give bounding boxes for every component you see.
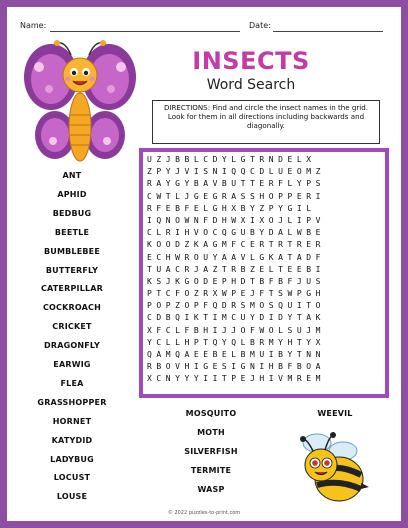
date-label: Date: <box>249 21 271 30</box>
grid-row: RBOVHIGESIGNIHBFBOA <box>147 362 325 372</box>
grid-row: UZJBBLCDYLGTRNDELX <box>147 155 316 164</box>
word-list-item: CRICKET <box>52 322 92 332</box>
word-list-item: BUTTERFLY <box>45 265 99 275</box>
word-list-item: CATERPILLAR <box>40 284 104 294</box>
word-list-item: COCKROACH <box>42 303 102 313</box>
grid-row: RFEBFELGHXBYZPYGIL <box>147 203 316 213</box>
word-list-item: ANT <box>62 171 82 180</box>
word-list-item: MOTH <box>197 427 225 437</box>
grid-row: CWTLJGEGRASSHOPPERI <box>147 191 325 201</box>
word-list-item: FLEA <box>60 378 84 388</box>
word-list-item: APHID <box>57 189 87 199</box>
grid-row: TUACRJAZTRBZELTEEBI <box>147 264 325 274</box>
word-list-item: DRAGONFLY <box>44 341 100 351</box>
grid-row: ZPYJVISNIQQCDLUEOMZ <box>147 167 325 177</box>
grid-row: CDBQIKTIMCUYDIDYTAK <box>147 313 325 323</box>
word-list-item: GRASSHOPPER <box>37 397 107 407</box>
grid-row: POPZOPFQDRSMOSQUITO <box>147 301 325 311</box>
grid-row: XCNYYYIITPEJHIVMREM <box>147 374 325 384</box>
word-list-item: WEEVIL <box>317 409 353 418</box>
letter-grid <box>147 154 325 386</box>
directions-text: DIRECTIONS: Find and circle the insect names in the grid. Look for them in all directions including backwards and diagonally. <box>163 103 369 131</box>
word-list-item: KATYDID <box>51 435 93 445</box>
word-list-item: WASP <box>197 484 225 494</box>
grid-row: PTCFOZRXWPEJFTSWPGH <box>147 289 325 299</box>
word-list-item: EARWIG <box>53 360 91 369</box>
word-list-item: MOSQUITO <box>185 409 237 418</box>
grid-row: KOODZKAGMFCERTRTRER <box>147 240 325 250</box>
word-list-item: BUMBLEBEE <box>43 246 101 256</box>
copyright-footer: © 2022 puzzles-to-print.com <box>167 510 241 516</box>
word-list-item: BEDBUG <box>52 208 92 218</box>
grid-row: KSJKGODEPHDTBFBFJUS <box>147 276 325 286</box>
bee-icon <box>295 425 375 507</box>
word-list-item: TERMITE <box>190 465 232 475</box>
word-list-item: BEETLE <box>54 227 90 237</box>
butterfly-icon <box>21 37 139 169</box>
word-list-item: SILVERFISH <box>184 446 238 456</box>
grid-row: XFCLFBHIJJOFWOLSUJM <box>147 325 325 335</box>
name-field[interactable] <box>50 31 240 32</box>
worksheet-page <box>7 7 401 521</box>
grid-row: IQNOWNFDHWXIXOJLIPV <box>147 215 325 225</box>
word-list-item: LOUSE <box>56 492 88 502</box>
page-title: INSECTS <box>192 47 310 75</box>
word-list-item: LADYBUG <box>50 454 94 464</box>
directions-box <box>152 100 380 144</box>
name-label: Name: <box>20 21 47 30</box>
word-list-item: LOCUST <box>53 473 91 483</box>
date-field[interactable] <box>273 31 383 32</box>
grid-row: RAYGYBAVBUTTERFLYPS <box>147 179 325 189</box>
grid-row: YCLLHPTQYQLBRMYHTYX <box>147 337 325 347</box>
grid-row: QAMQAEEBELBMUIBYTNN <box>147 350 325 359</box>
word-search-grid <box>139 148 389 398</box>
grid-row: CLRIHVOCQGUBYDALWBE <box>147 228 325 238</box>
word-list-item: HORNET <box>52 416 92 426</box>
grid-row: ECHWROUYAAVLGKATADF <box>147 252 325 262</box>
page-subtitle: Word Search <box>206 77 296 93</box>
